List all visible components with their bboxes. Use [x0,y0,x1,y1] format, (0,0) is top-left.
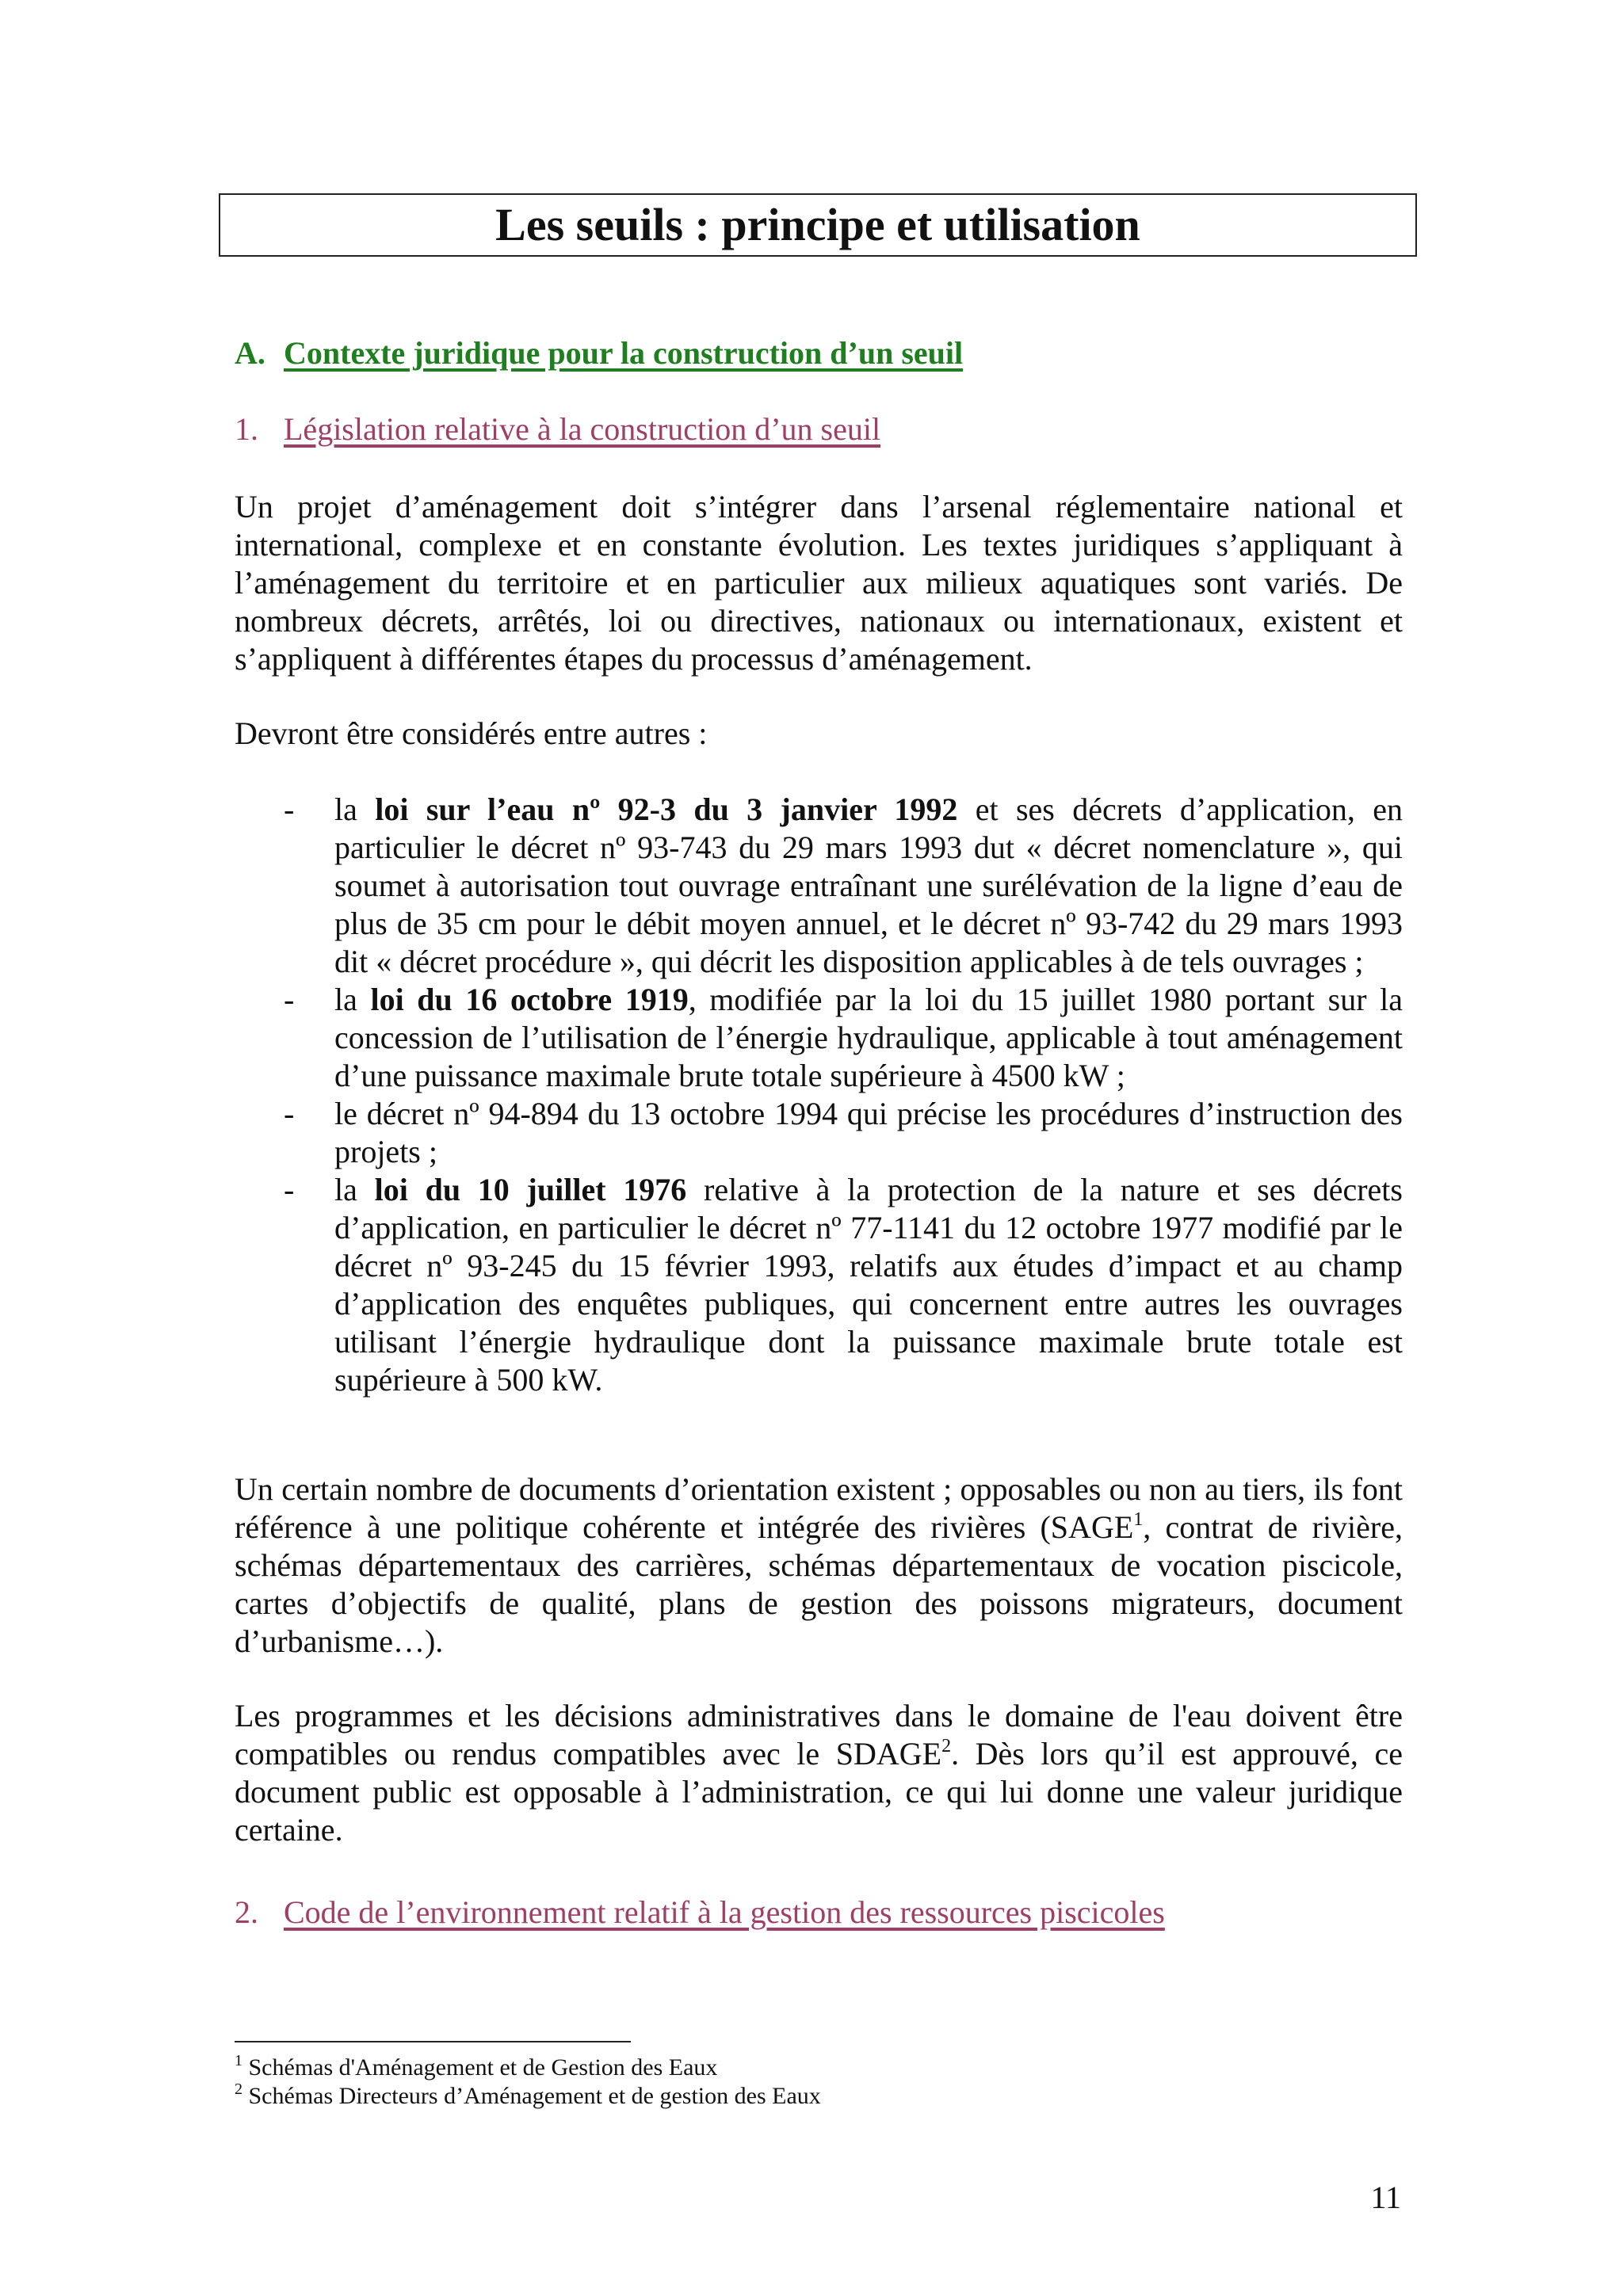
footnote-text: Schémas Directeurs d’Aménagement et de gestion des Eaux [248,2083,821,2109]
footnote [235,2054,821,2082]
list-text: , modifiée par la loi du 15 juillet 1980 portant sur la concession de l’utilisation de l’énergie hydraulique, applicable à tout aménagement d’une puissance maximale brute totale supérieure à 4500 kW ; [334,982,1403,1093]
legislation-list [235,791,1403,1399]
list-item [235,1171,1403,1399]
list-item [235,981,1403,1095]
subsection-heading-2 [235,1894,1165,1932]
list-bold-text: loi sur l’eau nº 92-3 du 3 janvier 1992 [375,791,958,827]
page-title: Les seuils : principe et utilisation [495,199,1140,250]
subsection-number: 1. [235,411,258,447]
list-text: la [334,791,376,827]
list-bold-text: loi du 16 octobre 1919 [370,982,689,1017]
footnote-number: 2 [235,2081,242,2098]
paragraph-text: , contrat de rivière, schémas départementaux des carrières, schémas départementaux de vocation piscicole, cartes d’objectifs de qualité, plans de gestion des poissons migrateurs, document d’urbanisme…). [235,1509,1403,1659]
subsection-heading-1 [235,410,880,448]
paragraph-text: . Dès lors qu’il est approuvé, ce document public est opposable à l’administration, ce qui lui donne une valeur juridique certaine. [235,1736,1403,1848]
footnote-ref: 1 [1133,1509,1144,1530]
paragraph-3 [235,1470,1403,1661]
list-text: relative à la protection de la nature et ses décrets d’application, en particulier le décret nº 77-1141 du 12 octobre 1977 modifié par le décret nº 93-245 du 15 février 1993, relatifs aux études d’impact et au champ d’application des enquêtes publiques, qui concernent entre autres les ouvrages utilisant l’énergie hydraulique dont la puissance maximale brute totale est supérieure à 500 kW. [334,1172,1403,1398]
section-title: Contexte juridique pour la construction d’un seuil [284,335,964,371]
list-item [235,1095,1403,1171]
list-text: la [334,982,371,1017]
paragraph-4 [235,1697,1403,1849]
list-dash: - [284,1096,295,1131]
page-number: 11 [1370,2180,1401,2215]
list-dash: - [284,791,295,827]
footnote [235,2082,821,2111]
subsection-title: Code de l’environnement relatif à la gestion des ressources piscicoles [284,1894,1165,1930]
footnote-ref: 2 [941,1736,952,1756]
footnote-text: Schémas d'Aménagement et de Gestion des Eaux [248,2054,718,2081]
paragraph-text: Les programmes et les décisions administratives dans le domaine de l'eau doivent être compatibles ou rendus compatibles avec le SDAGE [235,1698,1403,1772]
list-text: le décret nº 94-894 du 13 octobre 1994 qui précise les procédures d’instruction des projets ; [334,1096,1403,1169]
footnotes [235,2054,821,2111]
footnote-divider [235,2041,631,2042]
section-number: A. [235,335,265,371]
list-text: la [334,1172,375,1207]
list-item [235,791,1403,981]
list-dash: - [284,1172,295,1207]
title-box [219,193,1417,257]
paragraph-text: Un certain nombre de documents d’orientation existent ; opposables ou non au tiers, ils font référence à une politique cohérente et intégrée des rivières (SAGE [235,1471,1403,1545]
list-dash: - [284,982,295,1017]
paragraph-1: Un projet d’aménagement doit s’intégrer dans l’arsenal réglementaire national et international, complexe et en constante évolution. Les textes juridiques s’appliquant à l’aménagement du territoire et en particulier aux milieux aquatiques sont variés. De nombreux décrets, arrêtés, loi ou directives, nationaux ou internationaux, existent et s’appliquent à différentes étapes du processus d’aménagement. [235,489,1403,677]
subsection-title: Législation relative à la construction d’un seuil [284,411,881,447]
list-bold-text: loi du 10 juillet 1976 [374,1172,687,1207]
subsection-number: 2. [235,1894,258,1930]
paragraph-2: Devront être considérés entre autres : [235,715,708,751]
section-heading-a [235,334,963,372]
list-text: et ses décrets d’application, en particulier le décret nº 93-743 du 29 mars 1993 dut « décret nomenclature », qui soumet à autorisation tout ouvrage entraînant une surélévation de la ligne d’eau de plus de 35 cm pour le débit moyen annuel, et le décret nº 93-742 du 29 mars 1993 dit « décret procédure », qui décrit les disposition applicables à de tels ouvrages ; [334,791,1403,979]
footnote-number: 1 [235,2052,242,2069]
